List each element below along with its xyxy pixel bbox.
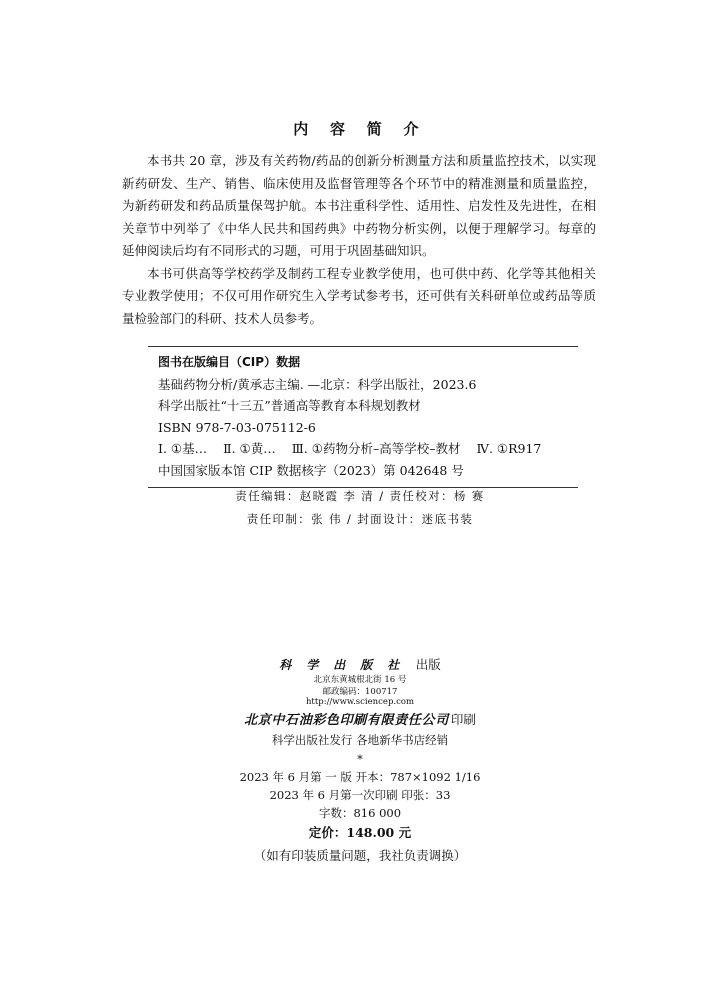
cip-block bbox=[148, 346, 578, 488]
cip-class-item: Ⅲ. ①药物分析–高等学校–教材 bbox=[291, 441, 461, 456]
cip-class-item: Ⅰ. ①基… bbox=[158, 441, 208, 456]
printer-name: 北京中石油彩色印刷有限责任公司 bbox=[244, 713, 449, 728]
cip-isbn: ISBN 978-7-03-075112-6 bbox=[158, 419, 316, 435]
cip-class-item: Ⅳ. ①R917 bbox=[476, 441, 542, 456]
editors-line-1: 责任编辑：赵晓霞 李 清 / 责任校对：杨 赛 bbox=[235, 489, 485, 503]
star-separator: * bbox=[357, 752, 363, 766]
publisher-action: 出版 bbox=[415, 657, 441, 672]
edition-info: 2023 年 6 月第 一 版 开本：787×1092 1/16 bbox=[239, 770, 481, 784]
price: 定价：148.00 元 bbox=[308, 825, 412, 840]
word-count: 字数：816 000 bbox=[318, 806, 402, 820]
publisher-address: 北京东黄城根北街 16 号 bbox=[313, 675, 407, 685]
quality-note: （如有印装质量问题，我社负责调换） bbox=[253, 848, 467, 863]
publisher-line bbox=[0, 654, 720, 673]
cip-series-line: 科学出版社“十三五”普通高等教育本科规划教材 bbox=[158, 398, 421, 413]
cip-heading: 图书在版编目（CIP）数据 bbox=[158, 355, 301, 369]
printer-action: 印刷 bbox=[450, 712, 476, 727]
summary-paragraph: 本书共 20 章，涉及有关药物/药品的创新分析测量方法和质量监控技术，以实现新药研发、生产、销售、临床使用及监督管理等各个环节中的精准测量和质量监控，为新药研发和药品质量保驾护航。本书注重科学性、适用性、启发性及先进性，在相关章节中列举了《中华人民共和国药典》中药物分析实例，以便于理解学习。每章的延伸阅读后均有不同形式的习题，可用于巩固基础知识。 bbox=[122, 153, 596, 258]
cip-record: 中国国家版本馆 CIP 数据核字（2023）第 042648 号 bbox=[158, 462, 464, 478]
printing-info: 2023 年 6 月第一次印刷 印张：33 bbox=[269, 788, 451, 802]
cip-title-line: 基础药物分析/黄承志主编. —北京：科学出版社，2023.6 bbox=[158, 376, 477, 392]
publisher-url: http://www.sciencep.com bbox=[305, 697, 415, 707]
publisher-postcode: 邮政编码：100717 bbox=[322, 687, 398, 697]
summary-paragraph: 本书可供高等学校药学及制药工程专业教学使用，也可供中药、化学等其他相关专业教学使用；不仅可用作研究生入学考试参考书，还可供有关科研单位或药品等质量检验部门的科研、技术人员参考。 bbox=[122, 265, 596, 326]
publisher-name: 科 学 出 版 社 bbox=[279, 658, 405, 672]
editors-line-2: 责任印制：张 伟 / 封面设计：迷底书装 bbox=[246, 512, 474, 526]
summary-body bbox=[122, 150, 596, 330]
printer-line bbox=[0, 709, 720, 728]
summary-title: 内 容 简 介 bbox=[293, 120, 427, 138]
distribution: 科学出版社发行 各地新华书店经销 bbox=[271, 733, 449, 747]
cip-classification bbox=[158, 438, 568, 460]
cip-class-item: Ⅱ. ①黄… bbox=[223, 441, 276, 456]
